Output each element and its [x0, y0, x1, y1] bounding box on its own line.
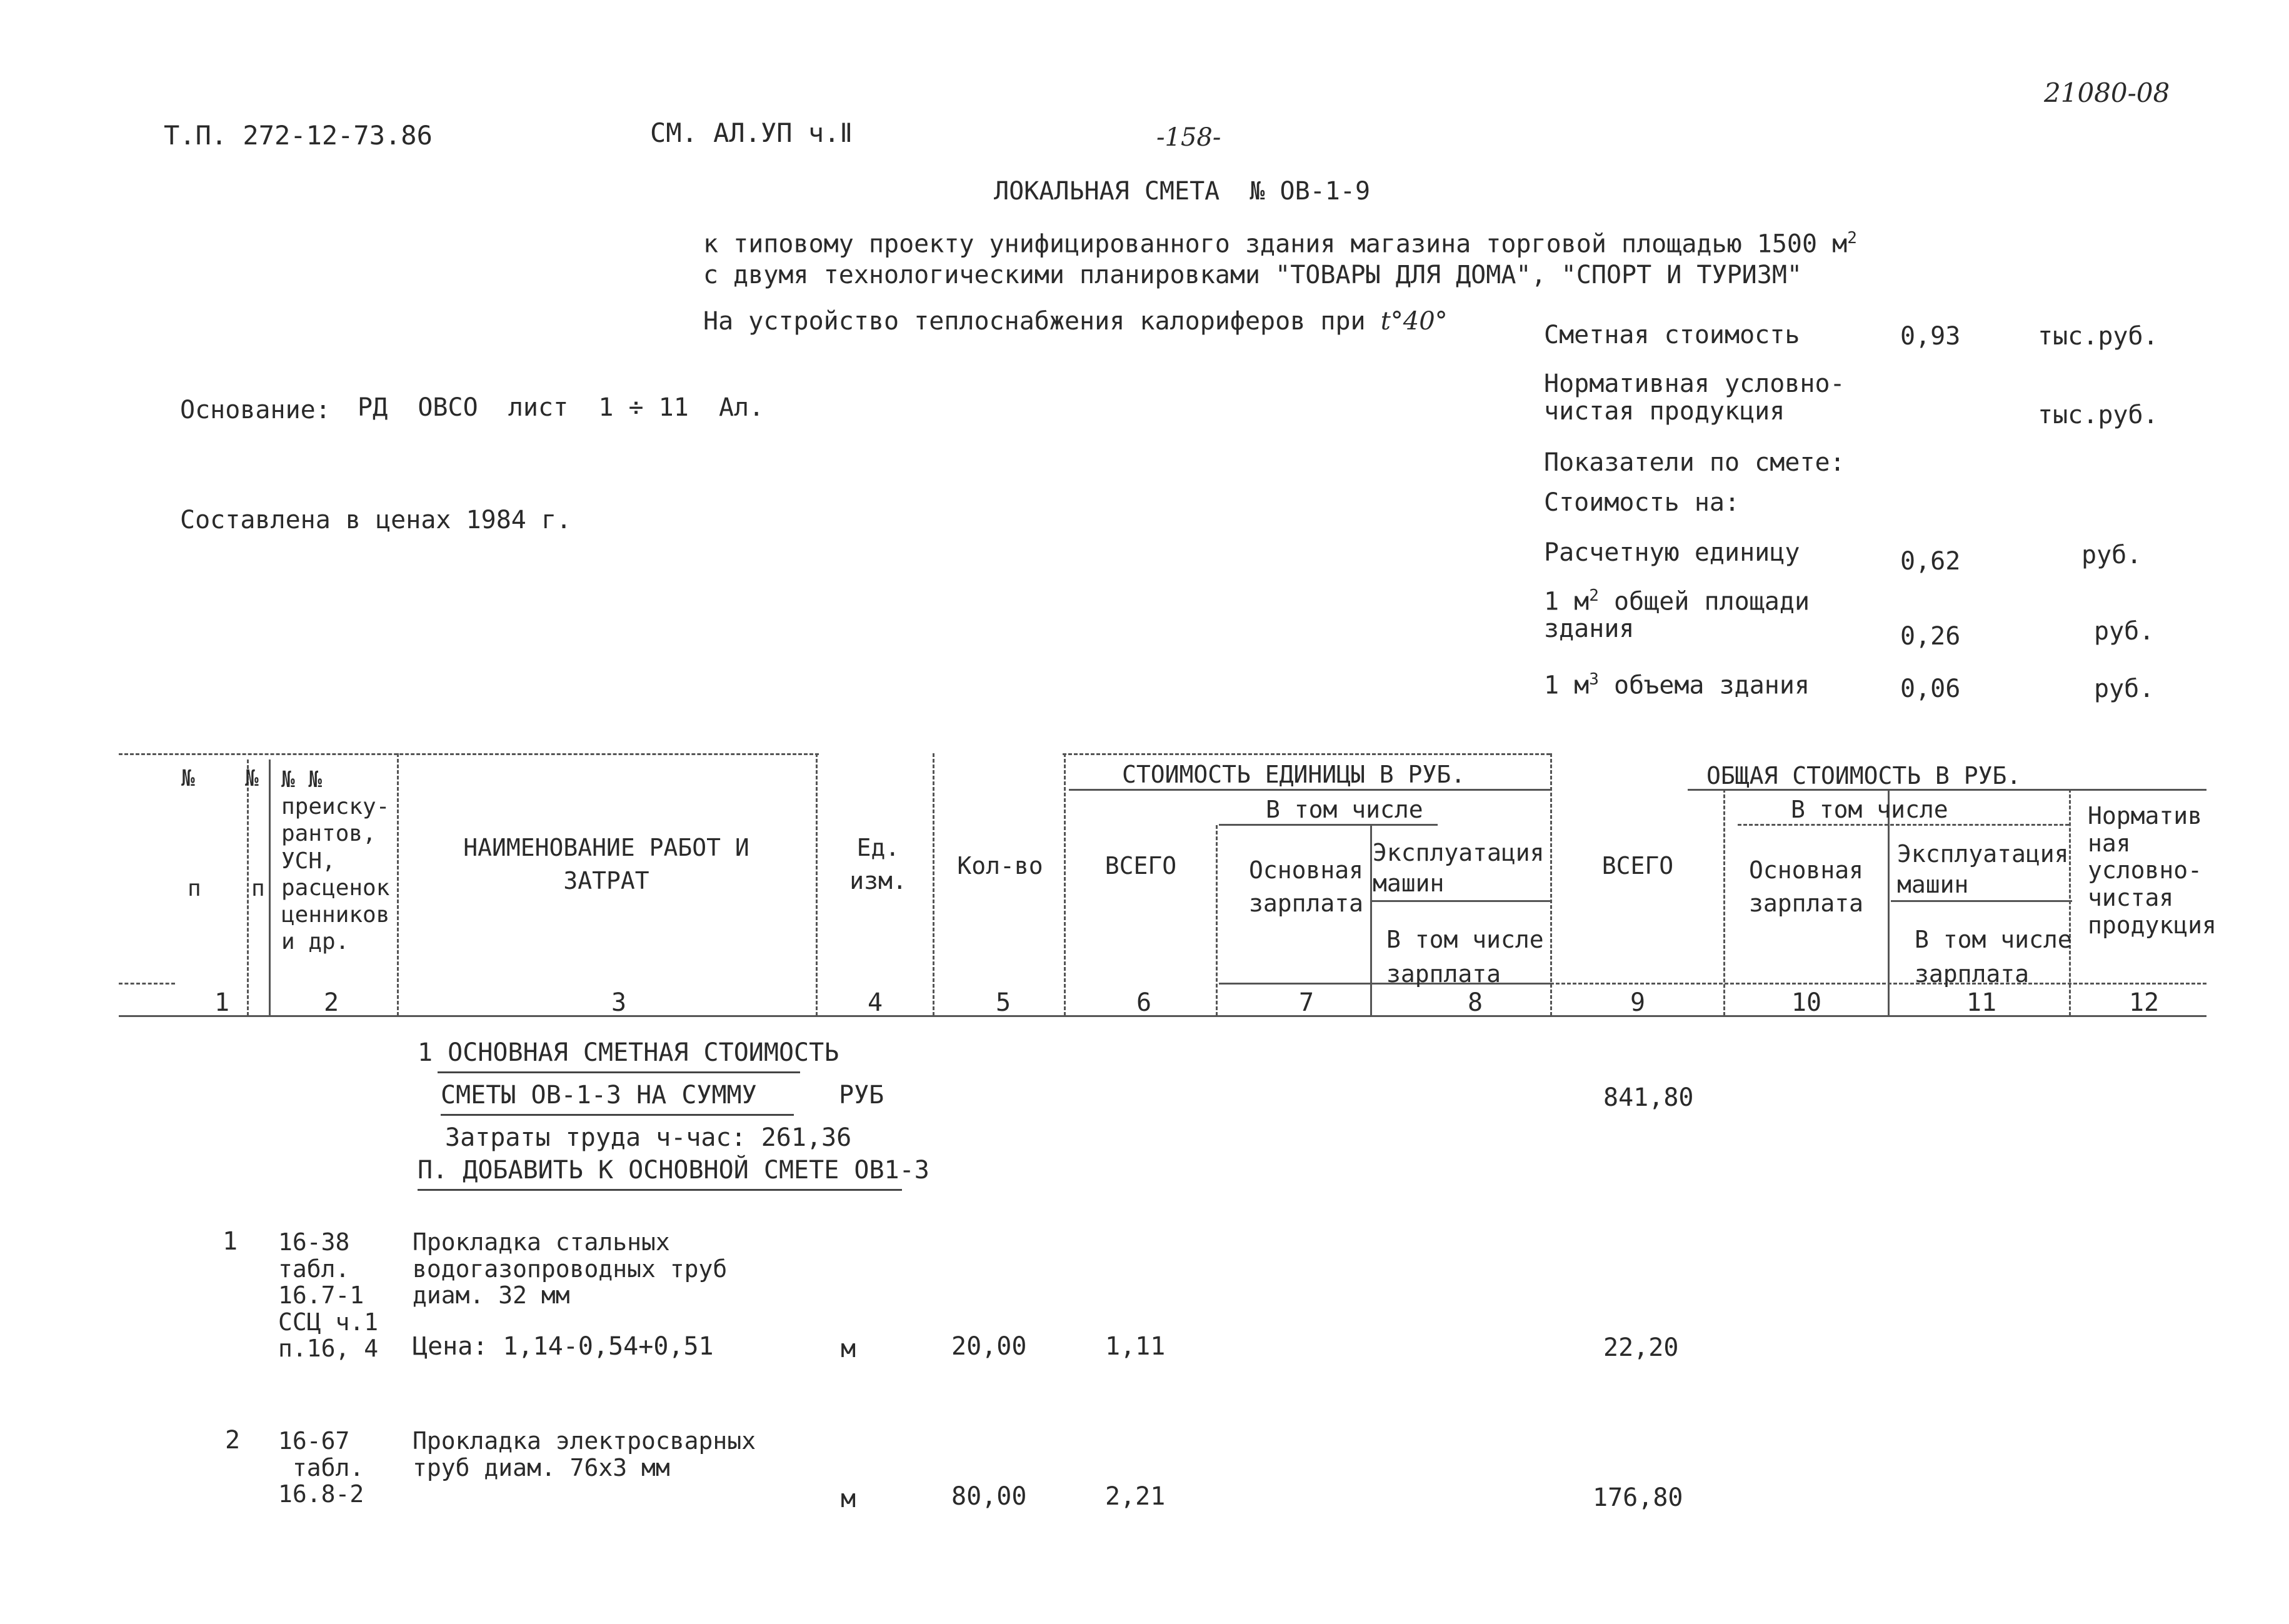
- header-bottom-rule-b: [1550, 983, 2206, 985]
- cost-per-label: Стоимость на:: [1544, 488, 1740, 517]
- labor-hours: Затраты труда ч-час: 261,36: [445, 1123, 852, 1152]
- area-label-2: здания: [1544, 614, 1635, 643]
- area-unit: руб.: [2094, 617, 2155, 646]
- title-line-2: с двумя технологическими планировками "ТОВАРЫ ДЛЯ ДОМА", "СПОРТ И ТУРИЗМ": [703, 261, 1802, 289]
- volume-label: 1 $м^3$ объема здания: [1544, 670, 1810, 700]
- row1-name: Прокладка стальных водогазопроводных труб диам. 32 мм: [413, 1228, 728, 1310]
- unit-value: 0,62: [1900, 547, 1961, 576]
- cost-value: 0,93: [1900, 322, 1961, 351]
- colnum-6: 6: [1136, 988, 1152, 1017]
- col-divider-5: [933, 753, 934, 1016]
- col1-p: п: [188, 876, 201, 901]
- basis-value: РД ОВСО лист 1 ÷ 11 Ал.: [358, 393, 764, 422]
- norm-label-2: чистая продукция: [1544, 397, 1785, 426]
- colnum-12: 12: [2128, 988, 2160, 1017]
- total-cost-group: ОБЩАЯ СТОИМОСТЬ В РУБ.: [1706, 762, 2021, 789]
- col12-header: Эксплуатация машин: [1897, 840, 2069, 899]
- row1-unit: м: [841, 1335, 856, 1363]
- row1-qty: 20,00: [951, 1332, 1027, 1361]
- col8-header: Основная зарплата: [1249, 856, 1364, 918]
- colnum-1: 1: [214, 988, 230, 1017]
- table-top-rule-mid: [1063, 753, 1550, 755]
- col-divider-8: [1370, 825, 1372, 1016]
- row1-reference: 16-38 табл. 16.7-1 ССЦ ч.1 п.16, 4: [278, 1228, 379, 1363]
- col9b-header: В том числе зарплата: [1386, 926, 1544, 988]
- col-divider-7: [1216, 825, 1218, 1016]
- colnum-11: 11: [1966, 988, 1997, 1017]
- col12b-header: В том числе зарплата: [1915, 926, 2072, 988]
- title-line-3: На устройство теплоснабжения калориферов при t°40°: [703, 307, 1448, 336]
- total-incl: В том числе: [1791, 796, 1948, 823]
- col5-header: Ед. изм.: [849, 834, 907, 895]
- col2-no: №: [245, 766, 259, 791]
- colnum-2: 2: [323, 988, 339, 1017]
- indicators-label: Показатели по смете:: [1544, 448, 1845, 477]
- page-code: 21080-08: [2044, 78, 2170, 108]
- volume-unit: руб.: [2094, 674, 2155, 703]
- basis-label: Основание:: [180, 396, 331, 424]
- row2-unit: м: [841, 1485, 856, 1513]
- cost-unit: тыс.руб.: [2038, 322, 2158, 351]
- colnum-10: 10: [1791, 988, 1822, 1017]
- title-line-1: к типовому проекту унифицированного здания магазина торговой площадью 1500 $м^2$: [703, 229, 1857, 259]
- unit-cost-group: СТОИМОСТЬ ЕДИНИЦЫ В РУБ.: [1122, 761, 1466, 788]
- row2-unit-total: 2,21: [1105, 1482, 1166, 1511]
- norm-top-rule: [2069, 789, 2206, 791]
- volume-value: 0,06: [1900, 674, 1961, 703]
- colnum-9: 9: [1630, 988, 1646, 1017]
- col7-header: ВСЕГО: [1104, 852, 1177, 880]
- unit-machines-rule: [1372, 900, 1550, 902]
- col9-header: Эксплуатация машин: [1373, 839, 1545, 898]
- row1-price-note: Цена: 1,14-0,54+0,51: [413, 1332, 714, 1361]
- col-divider-2: [269, 759, 271, 1016]
- tp-reference: Т.П. 272-12-73.86: [164, 120, 433, 151]
- colnum-8: 8: [1467, 988, 1483, 1017]
- section1-line1: 1 ОСНОВНАЯ СМЕТНАЯ СТОИМОСТЬ: [418, 1038, 839, 1067]
- col3-header: № № преиску- рантов, УСН, расценок ценников и др.: [281, 767, 390, 955]
- section2-underline: [418, 1189, 902, 1191]
- colnum-5: 5: [995, 988, 1011, 1017]
- area-label: 1 $м^2$ общей площади: [1544, 586, 1810, 616]
- prices-year: Составлена в ценах 1984 г.: [180, 506, 572, 534]
- unit-unit: руб.: [2081, 541, 2142, 569]
- row1-number: 1: [223, 1227, 238, 1256]
- area-value: 0,26: [1900, 622, 1961, 651]
- album-reference: СМ. АЛ.УП ч.Ⅱ: [650, 118, 853, 148]
- row2-reference: 16-67 табл. 16.8-2: [278, 1427, 364, 1508]
- col-divider-4: [816, 753, 818, 1016]
- unit-incl-rule: [1219, 824, 1438, 826]
- document-heading: ЛОКАЛЬНАЯ СМЕТА № ОВ-1-9: [994, 177, 1371, 206]
- row2-qty: 80,00: [951, 1482, 1027, 1511]
- section1-total: 841,80: [1603, 1083, 1694, 1112]
- numbers-bottom-rule: [119, 1015, 2206, 1017]
- col-divider-9: [1550, 753, 1552, 1016]
- section1-unit: РУБ: [839, 1081, 884, 1110]
- unit-cost-group-rule: [1069, 789, 1550, 791]
- header-bottom-rule-c: [119, 983, 175, 985]
- colnum-3: 3: [611, 988, 627, 1017]
- row1-total: 22,20: [1603, 1333, 1679, 1362]
- col6-header: Кол-во: [957, 852, 1043, 880]
- col4-header: НАИМЕНОВАНИЕ РАБОТ И ЗАТРАТ: [463, 834, 749, 895]
- col-divider-1: [247, 759, 249, 1016]
- col11-header: Основная зарплата: [1749, 856, 1864, 918]
- cost-label: Сметная стоимость: [1544, 321, 1800, 349]
- col-divider-3: [397, 753, 399, 1016]
- unit-incl: В том числе: [1266, 796, 1423, 823]
- col13-header: Норматив ная условно- чистая продукция: [2088, 802, 2216, 939]
- norm-unit: тыс.руб.: [2038, 401, 2158, 429]
- section1-line2: СМЕТЫ ОВ-1-3 НА СУММУ: [441, 1081, 757, 1110]
- page-number: -158-: [1156, 123, 1221, 152]
- col-divider-6: [1064, 753, 1066, 1016]
- row1-unit-total: 1,11: [1105, 1332, 1166, 1361]
- col2-p: п: [251, 876, 265, 901]
- col10-header: ВСЕГО: [1601, 852, 1674, 880]
- row2-total: 176,80: [1593, 1483, 1683, 1512]
- section1-underline-2: [441, 1114, 794, 1116]
- total-incl-rule: [1738, 824, 2069, 826]
- row2-number: 2: [225, 1426, 241, 1455]
- col1-no: №: [181, 766, 195, 791]
- section1-underline-1: [438, 1071, 800, 1073]
- table-top-rule-left: [119, 753, 819, 755]
- colnum-4: 4: [867, 988, 883, 1017]
- col-divider-10: [1723, 789, 1725, 1016]
- unit-label: Расчетную единицу: [1544, 538, 1800, 567]
- section2-title: П. ДОБАВИТЬ К ОСНОВНОЙ СМЕТЕ ОВ1-3: [418, 1156, 929, 1185]
- colnum-7: 7: [1298, 988, 1315, 1017]
- row2-name: Прокладка электросварных труб диам. 76х3 мм: [413, 1427, 756, 1481]
- norm-label-1: Нормативная условно-: [1544, 369, 1845, 398]
